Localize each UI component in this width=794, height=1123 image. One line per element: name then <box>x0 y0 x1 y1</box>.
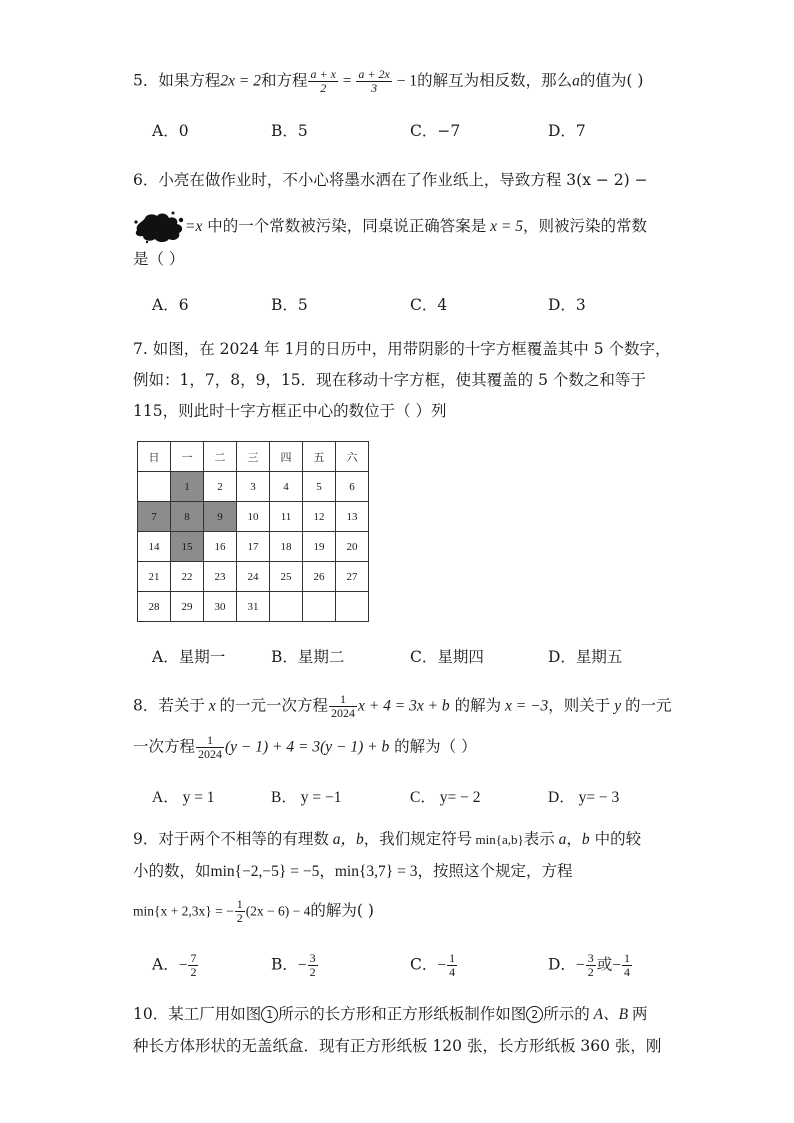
calendar-day-cell: 5 <box>303 472 336 502</box>
q9-equation-left: min{x + 2,3x} = − <box>133 903 234 919</box>
q8-stem-line2 <box>133 734 660 761</box>
q8-fraction-1 <box>329 693 357 720</box>
calendar-header-cell: 六 <box>336 442 369 472</box>
q5-minus-one: − 1 <box>392 72 418 90</box>
q8-var-x: x <box>204 697 220 715</box>
q9-option-a-sign: − <box>178 956 188 974</box>
q9-equation-right: (2x − 6) − 4 <box>245 903 311 919</box>
q5-fraction-1-denominator: 2 <box>320 81 327 95</box>
q5-fraction-2-numerator: a + 2x <box>358 67 390 81</box>
q5-option-a[interactable]: A．0 <box>152 122 189 140</box>
calendar-day-cell: 8 <box>171 502 204 532</box>
q9-option-d-denominator-1: 2 <box>587 965 594 979</box>
q8-fraction-2 <box>196 734 224 761</box>
q7-option-d[interactable]: D．星期五 <box>548 648 623 666</box>
q9-var-b: b <box>581 831 590 848</box>
q9-option-d-fraction-1 <box>586 952 596 979</box>
calendar-day-cell: 19 <box>303 532 336 562</box>
q6-equals-x: =x <box>185 218 203 235</box>
q6-option-a[interactable]: A．6 <box>152 296 189 314</box>
q8-stem-line1 <box>133 692 672 720</box>
q7-option-a[interactable]: A．星期一 <box>152 648 226 666</box>
q6-option-b[interactable]: B．5 <box>271 296 308 314</box>
calendar-day-cell <box>270 592 303 622</box>
q9-option-d-numerator-2: 1 <box>623 951 630 965</box>
calendar-day-cell: 4 <box>270 472 303 502</box>
calendar-day-cell: 25 <box>270 562 303 592</box>
q9-text-l2b: ， <box>319 862 335 880</box>
q9-option-c-label: C． <box>410 955 438 974</box>
q9-option-c-numerator: 1 <box>449 951 456 965</box>
q8-fraction-1-denominator: 2024 <box>331 706 356 720</box>
calendar-header-cell: 五 <box>303 442 336 472</box>
q10-stem-line1 <box>133 1003 660 1026</box>
calendar-day-cell: 9 <box>204 502 237 532</box>
q9-option-b-fraction <box>308 952 318 979</box>
calendar-day-cell: 22 <box>171 562 204 592</box>
q9-option-a-label: A． <box>152 955 179 974</box>
q5-text-mid: 和方程 <box>260 71 308 90</box>
q9-option-b-label: B． <box>271 955 298 974</box>
q7-stem-line2: 例如：1，7，8，9，15．现在移动十字方框，使其覆盖的 5 个数之和等于 <box>133 371 646 389</box>
calendar-week-row <box>138 532 369 562</box>
calendar-day-cell: 7 <box>138 502 171 532</box>
calendar-day-cell: 11 <box>270 502 303 532</box>
calendar-day-cell: 21 <box>138 562 171 592</box>
calendar-day-cell: 6 <box>336 472 369 502</box>
q9-option-d[interactable] <box>548 952 633 979</box>
q5-text-prefix: 5．如果方程 <box>133 71 221 90</box>
q9-option-c-fraction <box>447 952 457 979</box>
calendar-day-cell: 15 <box>171 532 204 562</box>
q8-var-y: y <box>610 697 625 715</box>
q8-text-b: 的一元一次方程 <box>219 696 329 715</box>
q8-option-b[interactable]: B． y = −1 <box>271 789 342 806</box>
q6-stem-line1: 6．小亮在做作业时，不小心将墨水洒在了作业纸上，导致方程 3(x − 2) − <box>133 171 648 189</box>
q7-stem-line1: 7. 如图，在 2024 年 1月的日历中，用带阴影的十字方框覆盖其中 5 个数字， <box>133 340 671 358</box>
q9-option-c-denominator: 4 <box>449 965 456 979</box>
q9-var-a: a <box>554 831 567 848</box>
q9-option-b-numerator: 3 <box>309 951 316 965</box>
calendar-day-cell: 16 <box>204 532 237 562</box>
q6-stem-line2 <box>133 210 660 244</box>
q9-option-b[interactable] <box>271 952 319 979</box>
q9-option-d-label: D． <box>548 955 576 974</box>
q8-option-c[interactable]: C． y= − 2 <box>410 789 481 806</box>
q9-option-a[interactable] <box>152 952 199 979</box>
q9-option-d-or: 或 <box>596 955 613 974</box>
q9-fraction-half <box>235 898 245 925</box>
q9-text-b: ，我们规定符号 <box>363 830 473 848</box>
q7-option-c[interactable]: C．星期四 <box>410 648 484 666</box>
q9-fraction-denominator: 2 <box>236 911 243 925</box>
q8-solution: x = −3 <box>501 697 549 715</box>
q9-text-l2a: 小的数，如 <box>133 862 211 880</box>
q8-text-f: ，则关于 <box>548 696 611 715</box>
q7-option-b[interactable]: B．星期二 <box>271 648 345 666</box>
calendar-header-cell: 二 <box>204 442 237 472</box>
q9-text-e: 中的较 <box>589 830 642 848</box>
calendar-day-cell: 30 <box>204 592 237 622</box>
circled-two-icon: 2 <box>526 1006 543 1023</box>
calendar-header-row <box>138 442 369 472</box>
calendar-day-cell: 27 <box>336 562 369 592</box>
q5-variable-a: a <box>572 72 580 90</box>
q9-vars-ab: a，b <box>328 831 364 848</box>
q5-option-c[interactable]: C．−7 <box>410 122 461 140</box>
q10-stem-line2: 种长方体形状的无盖纸盒．现有正方形纸板 120 张，长方形纸板 360 张，刚 <box>133 1037 662 1055</box>
q5-text-suffix1: 的解互为相反数，那么 <box>417 71 573 90</box>
calendar-day-cell: 29 <box>171 592 204 622</box>
calendar-week-row <box>138 502 369 532</box>
q9-option-a-numerator: 7 <box>190 951 197 965</box>
q9-option-c-sign: − <box>437 956 447 974</box>
q5-equation-1: 2x = 2 <box>220 72 261 90</box>
q6-option-c[interactable]: C．4 <box>410 296 448 314</box>
q9-text-l2c: ，按照这个规定，方程 <box>417 862 573 880</box>
q5-fraction-2 <box>356 68 391 95</box>
calendar-day-cell <box>336 592 369 622</box>
q9-example-1: min{−2,−5} = −5 <box>210 863 320 880</box>
calendar-day-cell: 13 <box>336 502 369 532</box>
q10-labels-ab: A、B <box>589 1006 632 1023</box>
calendar-week-row <box>138 472 369 502</box>
q9-text-d: ， <box>566 830 582 848</box>
calendar-header-cell: 四 <box>270 442 303 472</box>
calendar-day-cell <box>303 592 336 622</box>
q9-stem-line3 <box>133 898 660 925</box>
q9-min-symbol: min{a,b} <box>472 832 524 847</box>
q6-stem-line3: 是（ ） <box>133 250 185 268</box>
q5-stem <box>133 68 660 95</box>
q5-equals: = <box>338 72 356 90</box>
q10-text-d: 两 <box>631 1005 648 1023</box>
q9-option-c[interactable] <box>410 952 458 979</box>
calendar-day-cell: 31 <box>237 592 270 622</box>
calendar-day-cell: 28 <box>138 592 171 622</box>
q9-stem-line1 <box>133 828 660 851</box>
calendar-header-cell: 一 <box>171 442 204 472</box>
q6-text-d: ，则被污染的常数 <box>523 217 648 235</box>
ink-blot-icon <box>133 210 185 244</box>
q9-example-2: min{3,7} = 3 <box>334 863 418 880</box>
q9-text-c: 表示 <box>523 830 555 848</box>
q9-option-a-fraction <box>188 952 198 979</box>
calendar-day-cell: 10 <box>237 502 270 532</box>
q8-text-l2d: 的解为（ ） <box>389 737 477 756</box>
q9-option-b-denominator: 2 <box>309 965 316 979</box>
q8-fraction-2-denominator: 2024 <box>198 747 223 761</box>
calendar-week-row <box>138 592 369 622</box>
q10-text-a: 10．某工厂用如图 <box>133 1005 262 1023</box>
q9-option-d-sign-2: − <box>612 956 621 974</box>
q9-text-l3c: 的解为( ) <box>310 901 374 920</box>
q8-option-a[interactable]: A． y = 1 <box>152 789 215 806</box>
q8-text-a: 8．若关于 <box>133 696 205 715</box>
q9-fraction-numerator: 1 <box>236 897 243 911</box>
calendar-day-cell: 1 <box>171 472 204 502</box>
circled-one-icon: 1 <box>261 1006 278 1023</box>
q5-fraction-1-numerator: a + x <box>310 67 336 81</box>
q9-stem-line2 <box>133 860 660 883</box>
q10-text-b: 所示的长方形和正方形纸板制作如图 <box>278 1005 527 1023</box>
q7-stem-line3: 115，则此时十字方框正中心的数位于（ ）列 <box>133 402 447 420</box>
calendar-day-cell: 3 <box>237 472 270 502</box>
calendar-day-cell: 2 <box>204 472 237 502</box>
q8-option-d[interactable]: D． y= − 3 <box>548 789 620 806</box>
calendar-day-cell <box>138 472 171 502</box>
q8-fraction-1-numerator: 1 <box>329 693 357 707</box>
q9-option-d-denominator-2: 4 <box>623 965 630 979</box>
q5-option-d[interactable]: D．7 <box>548 122 586 140</box>
q5-text-suffix2: 的值为( ) <box>579 71 644 90</box>
calendar-header-cell: 三 <box>237 442 270 472</box>
q6-text-b: 中的一个常数被污染，同桌说正确答案是 <box>202 217 487 235</box>
calendar-day-cell: 26 <box>303 562 336 592</box>
q8-text-l2a: 一次方程 <box>133 737 196 756</box>
q6-option-d[interactable]: D．3 <box>548 296 586 314</box>
q9-text-a: 9．对于两个不相等的有理数 <box>133 830 329 848</box>
calendar-day-cell: 23 <box>204 562 237 592</box>
calendar-day-cell: 18 <box>270 532 303 562</box>
q9-option-a-denominator: 2 <box>190 965 197 979</box>
q9-option-d-numerator-1: 3 <box>587 951 594 965</box>
q8-fraction-2-numerator: 1 <box>196 734 224 748</box>
calendar-table <box>137 441 369 622</box>
q9-option-d-sign: − <box>575 956 585 974</box>
q8-text-g: 的一元 <box>624 696 672 715</box>
q9-option-b-sign: − <box>297 956 307 974</box>
q5-fraction-1 <box>308 68 337 95</box>
q8-equation-2: (y − 1) + 4 = 3(y − 1) + b <box>225 738 390 756</box>
q5-fraction-2-denominator: 3 <box>371 81 378 95</box>
calendar-day-cell: 12 <box>303 502 336 532</box>
q10-text-c: 所示的 <box>543 1005 590 1023</box>
calendar-day-cell: 20 <box>336 532 369 562</box>
q5-option-b[interactable]: B．5 <box>271 122 308 140</box>
calendar-day-cell: 14 <box>138 532 171 562</box>
calendar-day-cell: 17 <box>237 532 270 562</box>
q6-answer: x = 5 <box>486 218 523 235</box>
q9-option-d-fraction-2 <box>622 952 632 979</box>
calendar-day-cell: 24 <box>237 562 270 592</box>
calendar-header-cell: 日 <box>138 442 171 472</box>
q8-equation-1: x + 4 = 3x + b <box>358 697 450 715</box>
q8-text-d: 的解为 <box>449 696 502 715</box>
calendar-week-row <box>138 562 369 592</box>
